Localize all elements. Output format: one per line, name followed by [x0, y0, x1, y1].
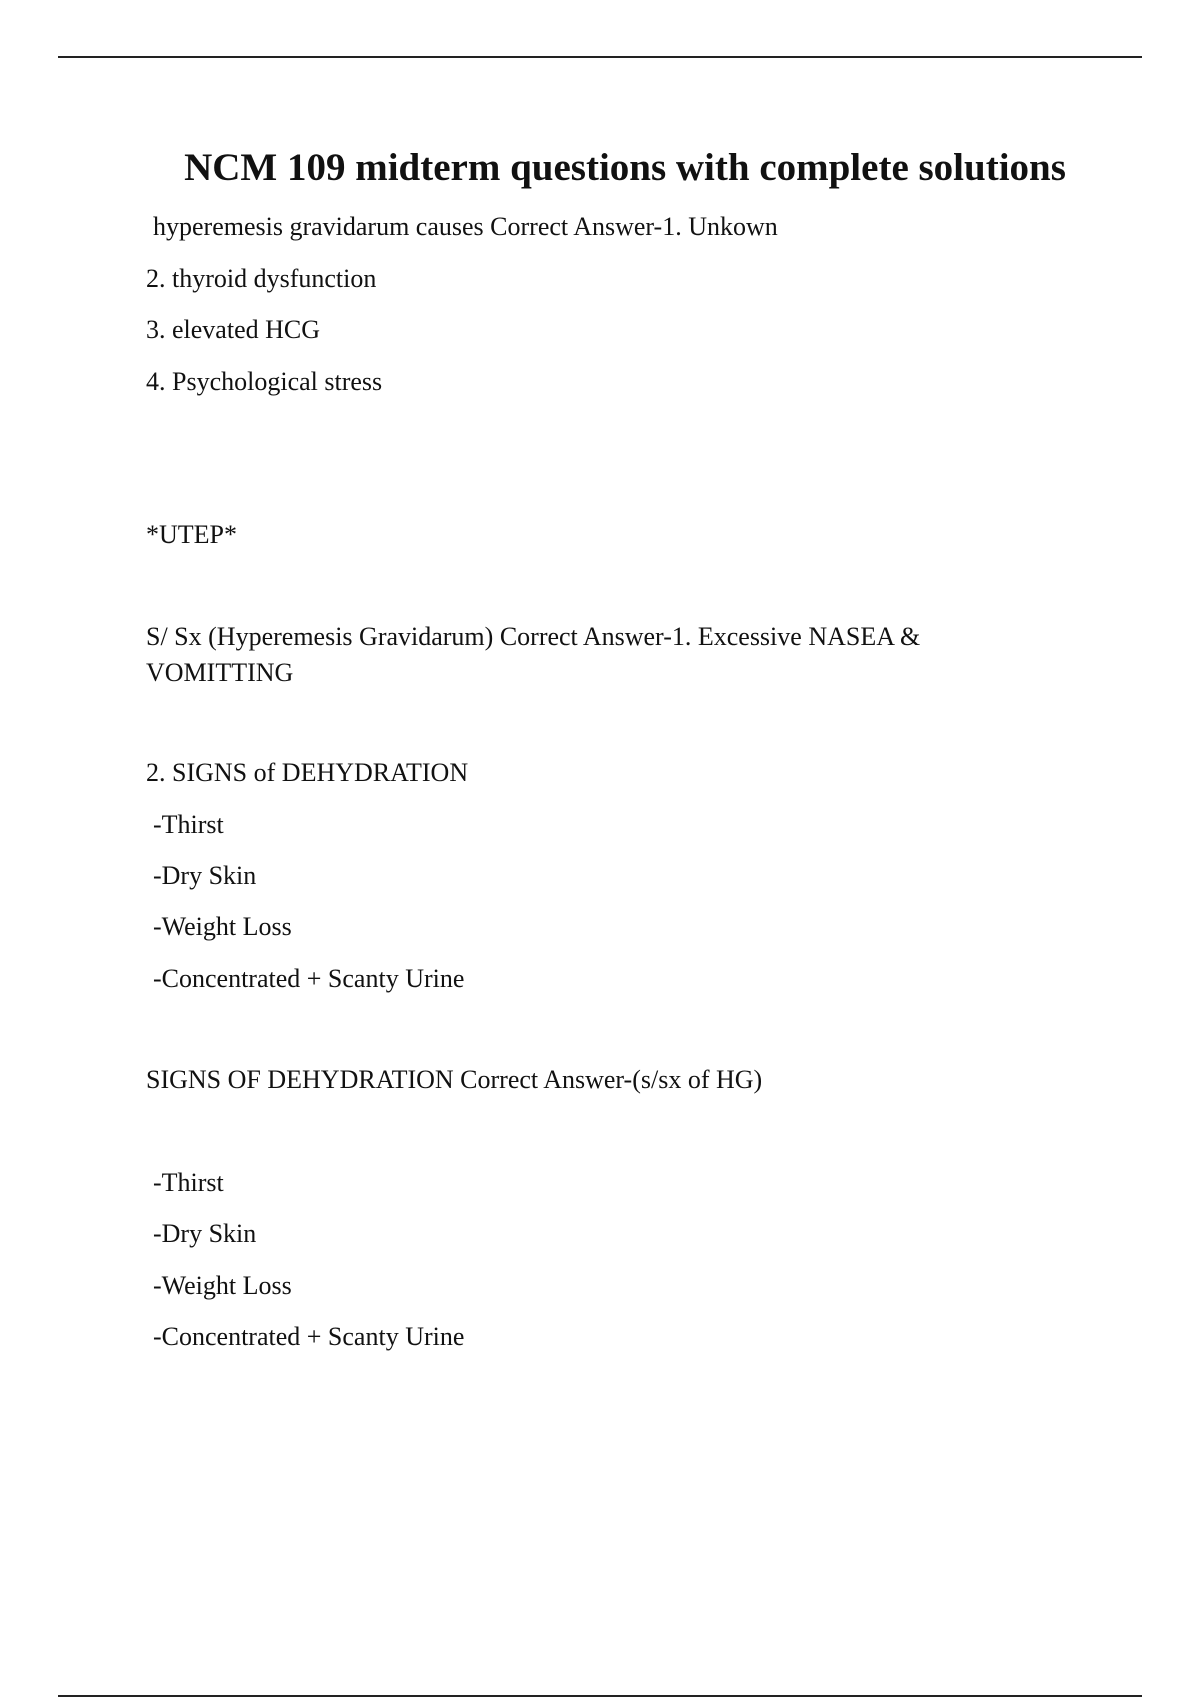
text-line: 2. SIGNS of DEHYDRATION [146, 758, 469, 787]
text-line: VOMITTING [146, 658, 294, 687]
text-line: -Thirst [153, 1168, 224, 1197]
text-line: 3. elevated HCG [146, 315, 321, 344]
text-line: hyperemesis gravidarum causes Correct Answer-1. Unkown [153, 212, 778, 241]
text-line: -Dry Skin [153, 1219, 257, 1248]
text-line: 4. Psychological stress [146, 367, 383, 396]
text-line: *UTEP* [146, 520, 237, 549]
text-line: -Concentrated + Scanty Urine [153, 964, 465, 993]
text-line: -Thirst [153, 810, 224, 839]
text-line: -Dry Skin [153, 861, 257, 890]
footer-rule [58, 1695, 1142, 1697]
text-line: -Weight Loss [153, 1271, 292, 1300]
document-title: NCM 109 midterm questions with complete solutions [184, 146, 1066, 189]
text-line: S/ Sx (Hyperemesis Gravidarum) Correct Answer-1. Excessive NASEA & [146, 622, 921, 651]
text-line: 2. thyroid dysfunction [146, 264, 377, 293]
text-line: SIGNS OF DEHYDRATION Correct Answer-(s/sx of HG) [146, 1065, 763, 1094]
header-rule [58, 56, 1142, 58]
text-line: -Concentrated + Scanty Urine [153, 1322, 465, 1351]
text-line: -Weight Loss [153, 912, 292, 941]
